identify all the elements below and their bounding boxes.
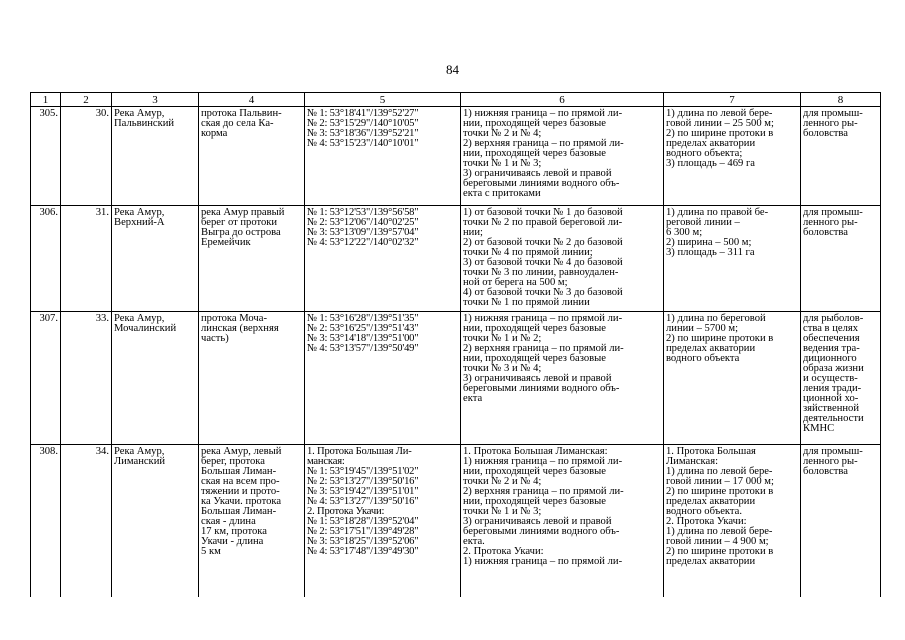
cell-text-line: пределах акватории	[666, 556, 756, 567]
column-header: 3	[112, 93, 199, 107]
cell-text-line: Укачи - длина	[201, 536, 264, 547]
cell-text-line: екта	[463, 393, 483, 404]
cell-text-line: 1) длина по правой бе-	[666, 207, 769, 218]
size-cell	[664, 445, 801, 598]
cell-text-line: реговой линии –	[666, 217, 740, 228]
cell-text-line: нии, проходящей через базовые	[463, 353, 606, 364]
purpose-cell	[801, 206, 881, 312]
cell-text-line: тяжении и прото-	[201, 486, 280, 497]
area-name-cell	[112, 206, 199, 312]
cell-text-line: Река Амур,	[114, 446, 165, 457]
cell-text-line: № 2: 53°13'27"/139°50'16"	[307, 476, 419, 487]
cell-text-line: 5 км	[201, 546, 221, 557]
row-number: 306.	[31, 206, 61, 312]
cell-text-line: для промыш-	[803, 108, 863, 119]
cell-text-line: часть)	[201, 333, 229, 344]
cell-text-line: точки № 2 и № 4;	[463, 128, 542, 139]
area-number: 34.	[61, 445, 112, 598]
location-cell	[199, 107, 305, 206]
cell-text-line: 2) верхняя граница – по прямой ли-	[463, 343, 624, 354]
cell-text-line: ленного ры-	[803, 217, 858, 228]
cell-text-line: боловства	[803, 128, 848, 139]
cell-text-line: № 3: 53°14'18"/139°51'00"	[307, 333, 419, 344]
cell-text-line: № 3: 53°18'36"/139°52'21"	[307, 128, 419, 139]
column-header: 5	[305, 93, 461, 107]
cell-text-line: ская на всем про-	[201, 476, 280, 487]
cell-text-line: № 4: 53°15'23"/140°10'01"	[307, 138, 419, 149]
cell-text-line: 3) площадь – 469 га	[666, 158, 755, 169]
cell-text-line: нии, проходящей через базовые	[463, 118, 606, 129]
cell-text-line: и осуществ-	[803, 373, 858, 384]
cell-text-line: 2) верхняя граница – по прямой ли-	[463, 486, 624, 497]
cell-text-line: водного объекта.	[666, 506, 743, 517]
cell-text-line: ская - длина	[201, 516, 256, 527]
location-cell	[199, 312, 305, 445]
cell-text-line: боловства	[803, 227, 848, 238]
area-number: 31.	[61, 206, 112, 312]
cell-text-line: № 3: 53°19'42"/139°51'01"	[307, 486, 419, 497]
cell-text-line: Река Амур,	[114, 313, 165, 324]
cell-text-line: № 4: 53°13'27"/139°50'16"	[307, 496, 419, 507]
column-header: 8	[801, 93, 881, 107]
cell-text-line: река Амур правый	[201, 207, 285, 218]
cell-text-line: № 1: 53°16'28"/139°51'35"	[307, 313, 419, 324]
table-row	[31, 107, 881, 206]
cell-text-line: № 4: 53°13'57"/139°50'49"	[307, 343, 419, 354]
cell-text-line: корма	[201, 128, 228, 139]
cell-text-line: Выгра до острова	[201, 227, 281, 238]
column-header: 2	[61, 93, 112, 107]
cell-text-line: точки № 4 по прямой линии;	[463, 247, 593, 258]
size-cell	[664, 312, 801, 445]
cell-text-line: зяйственной	[803, 403, 860, 414]
cell-text-line: 1) длина по левой бере-	[666, 526, 773, 537]
cell-text-line: ленного ры-	[803, 456, 858, 467]
area-number: 33.	[61, 312, 112, 445]
boundaries-cell	[461, 107, 664, 206]
cell-text-line: Река Амур,	[114, 207, 165, 218]
cell-text-line: нии;	[463, 227, 483, 238]
cell-text-line: линская (верхняя	[201, 323, 279, 334]
cell-text-line: 3) ограничиваясь левой и правой	[463, 516, 612, 527]
cell-text-line: протока Пальвин-	[201, 108, 282, 119]
cell-text-line: 2) по ширине протоки в	[666, 486, 774, 497]
cell-text-line: 3) от базовой точки № 4 до базовой	[463, 257, 623, 268]
cell-text-line: 1. Протока Большая Ли-	[307, 446, 412, 457]
cell-text-line: Пальвинский	[114, 118, 175, 129]
cell-text-line: ская до села Ка-	[201, 118, 274, 129]
cell-text-line: Лиманская:	[666, 456, 719, 467]
coordinates-cell	[305, 107, 461, 206]
cell-text-line: ления тради-	[803, 383, 862, 394]
cell-text-line: водного объекта;	[666, 148, 743, 159]
cell-text-line: Лиманский	[114, 456, 166, 467]
cell-text-line: 3) ограничиваясь левой и правой	[463, 168, 612, 179]
cell-text-line: нии, проходящей через базовые	[463, 466, 606, 477]
cell-text-line: для промыш-	[803, 207, 863, 218]
cell-text-line: 1) нижняя граница – по прямой ли-	[463, 313, 623, 324]
cell-text-line: № 2: 53°15'29"/140°10'05"	[307, 118, 419, 129]
table-row	[31, 206, 881, 312]
cell-text-line: линии – 5700 м;	[666, 323, 739, 334]
cell-text-line: 1) от базовой точки № 1 до базовой	[463, 207, 623, 218]
area-name-cell	[112, 107, 199, 206]
cell-text-line: водного объекта	[666, 353, 740, 364]
area-number: 30.	[61, 107, 112, 206]
cell-text-line: № 2: 53°12'06"/140°02'25"	[307, 217, 419, 228]
cell-text-line: № 1: 53°12'53"/139°56'58"	[307, 207, 419, 218]
boundaries-cell	[461, 445, 664, 598]
row-number: 307.	[31, 312, 61, 445]
column-header: 4	[199, 93, 305, 107]
cell-text-line: 2) ширина – 500 м;	[666, 237, 752, 248]
coordinates-cell	[305, 312, 461, 445]
cell-text-line: 3) ограничиваясь левой и правой	[463, 373, 612, 384]
cell-text-line: 1) нижняя граница – по прямой ли-	[463, 108, 623, 119]
cell-text-line: для рыболов-	[803, 313, 864, 324]
cell-text-line: говой линии – 25 500 м;	[666, 118, 774, 129]
cell-text-line: пределах акватории	[666, 343, 756, 354]
cell-text-line: река Амур, левый	[201, 446, 282, 457]
cell-text-line: 2. Протока Укачи:	[307, 506, 385, 517]
cell-text-line: 1) нижняя граница – по прямой ли-	[463, 556, 623, 567]
cell-text-line: для промыш-	[803, 446, 863, 457]
cell-text-line: берег от протоки	[201, 217, 278, 228]
table-row	[31, 312, 881, 445]
cell-text-line: береговыми линиями водного объ-	[463, 383, 620, 394]
column-header: 6	[461, 93, 664, 107]
cell-text-line: № 4: 53°17'48"/139°49'30"	[307, 546, 419, 557]
cell-text-line: береговыми линиями водного объ-	[463, 526, 620, 537]
cell-text-line: нии, проходящей через базовые	[463, 323, 606, 334]
cell-text-line: 2) от базовой точки № 2 до базовой	[463, 237, 623, 248]
row-number: 305.	[31, 107, 61, 206]
cell-text-line: диционного	[803, 353, 857, 364]
size-cell	[664, 107, 801, 206]
cell-text-line: Мочалинский	[114, 323, 177, 334]
area-name-cell	[112, 445, 199, 598]
cell-text-line: 2) по ширине протоки в	[666, 128, 774, 139]
cell-text-line: ства в целях	[803, 323, 859, 334]
cell-text-line: № 1: 53°18'28"/139°52'04"	[307, 516, 419, 527]
cell-text-line: пределах акватории	[666, 496, 756, 507]
cell-text-line: № 3: 53°18'25"/139°52'06"	[307, 536, 419, 547]
cell-text-line: точки № 1 и № 3;	[463, 158, 542, 169]
cell-text-line: ка Укачи. протока	[201, 496, 282, 507]
cell-text-line: № 3: 53°13'09"/139°57'04"	[307, 227, 419, 238]
cell-text-line: деятельности	[803, 413, 864, 424]
cell-text-line: 1) нижняя граница – по прямой ли-	[463, 456, 623, 467]
area-name-cell	[112, 312, 199, 445]
cell-text-line: точки № 2 по правой береговой ли-	[463, 217, 623, 228]
cell-text-line: 2. Протока Укачи:	[666, 516, 747, 527]
cell-text-line: образа жизни	[803, 363, 864, 374]
column-header: 7	[664, 93, 801, 107]
cell-text-line: ной от берега на 500 м;	[463, 277, 568, 288]
cell-text-line: № 2: 53°17'51"/139°49'28"	[307, 526, 419, 537]
cell-text-line: 1) длина по левой бере-	[666, 108, 773, 119]
purpose-cell	[801, 445, 881, 598]
cell-text-line: 1) длина по левой бере-	[666, 466, 773, 477]
purpose-cell	[801, 312, 881, 445]
fishing-areas-table	[30, 92, 881, 597]
cell-text-line: 2) по ширине протоки в	[666, 333, 774, 344]
cell-text-line: берег, протока	[201, 456, 265, 467]
cell-text-line: 1. Протока Большая Лиманская:	[463, 446, 608, 457]
size-cell	[664, 206, 801, 312]
cell-text-line: екта с притоками	[463, 188, 541, 199]
cell-text-line: Большая Лиман-	[201, 506, 277, 517]
cell-text-line: нии, проходящей через базовые	[463, 148, 606, 159]
cell-text-line: екта.	[463, 536, 485, 547]
cell-text-line: № 4: 53°12'22"/140°02'32"	[307, 237, 419, 248]
cell-text-line: 6 300 м;	[666, 227, 703, 238]
cell-text-line: береговыми линиями водного объ-	[463, 178, 620, 189]
row-number: 308.	[31, 445, 61, 598]
boundaries-cell	[461, 312, 664, 445]
cell-text-line: манская:	[307, 456, 345, 467]
cell-text-line: нии, проходящей через базовые	[463, 496, 606, 507]
cell-text-line: 17 км, протока	[201, 526, 267, 537]
cell-text-line: точки № 3 по линии, равноудален-	[463, 267, 619, 278]
cell-text-line: Верхний-А	[114, 217, 165, 228]
coordinates-cell	[305, 445, 461, 598]
column-header: 1	[31, 93, 61, 107]
cell-text-line: точки № 2 и № 4;	[463, 476, 542, 487]
cell-text-line: говой линии – 17 000 м;	[666, 476, 774, 487]
cell-text-line: 1) длина по береговой	[666, 313, 766, 324]
table-row	[31, 445, 881, 598]
cell-text-line: протока Моча-	[201, 313, 267, 324]
cell-text-line: обеспечения	[803, 333, 860, 344]
cell-text-line: № 2: 53°16'25"/139°51'43"	[307, 323, 419, 334]
coordinates-cell	[305, 206, 461, 312]
cell-text-line: точки № 3 и № 4;	[463, 363, 542, 374]
location-cell	[199, 445, 305, 598]
cell-text-line: № 1: 53°18'41"/139°52'27"	[307, 108, 419, 119]
cell-text-line: боловства	[803, 466, 848, 477]
cell-text-line: ленного ры-	[803, 118, 858, 129]
cell-text-line: 3) площадь – 311 га	[666, 247, 755, 258]
location-cell	[199, 206, 305, 312]
cell-text-line: Река Амур,	[114, 108, 165, 119]
page-number: 84	[446, 62, 459, 77]
purpose-cell	[801, 107, 881, 206]
cell-text-line: Еремейчик	[201, 237, 251, 248]
header-row	[31, 93, 881, 107]
cell-text-line: 2) по ширине протоки в	[666, 546, 774, 557]
cell-text-line: ведения тра-	[803, 343, 860, 354]
cell-text-line: КМНС	[803, 423, 835, 434]
cell-text-line: точки № 1 по прямой линии	[463, 297, 590, 308]
cell-text-line: ционной хо-	[803, 393, 859, 404]
cell-text-line: Большая Лиман-	[201, 466, 277, 477]
cell-text-line: пределах акватории	[666, 138, 756, 149]
boundaries-cell	[461, 206, 664, 312]
cell-text-line: говой линии – 4 900 м;	[666, 536, 769, 547]
cell-text-line: 1. Протока Большая	[666, 446, 756, 457]
cell-text-line: точки № 1 и № 3;	[463, 506, 542, 517]
cell-text-line: 2. Протока Укачи:	[463, 546, 544, 557]
cell-text-line: № 1: 53°19'45"/139°51'02"	[307, 466, 419, 477]
cell-text-line: 4) от базовой точки № 3 до базовой	[463, 287, 623, 298]
cell-text-line: 2) верхняя граница – по прямой ли-	[463, 138, 624, 149]
cell-text-line: точки № 1 и № 2;	[463, 333, 542, 344]
